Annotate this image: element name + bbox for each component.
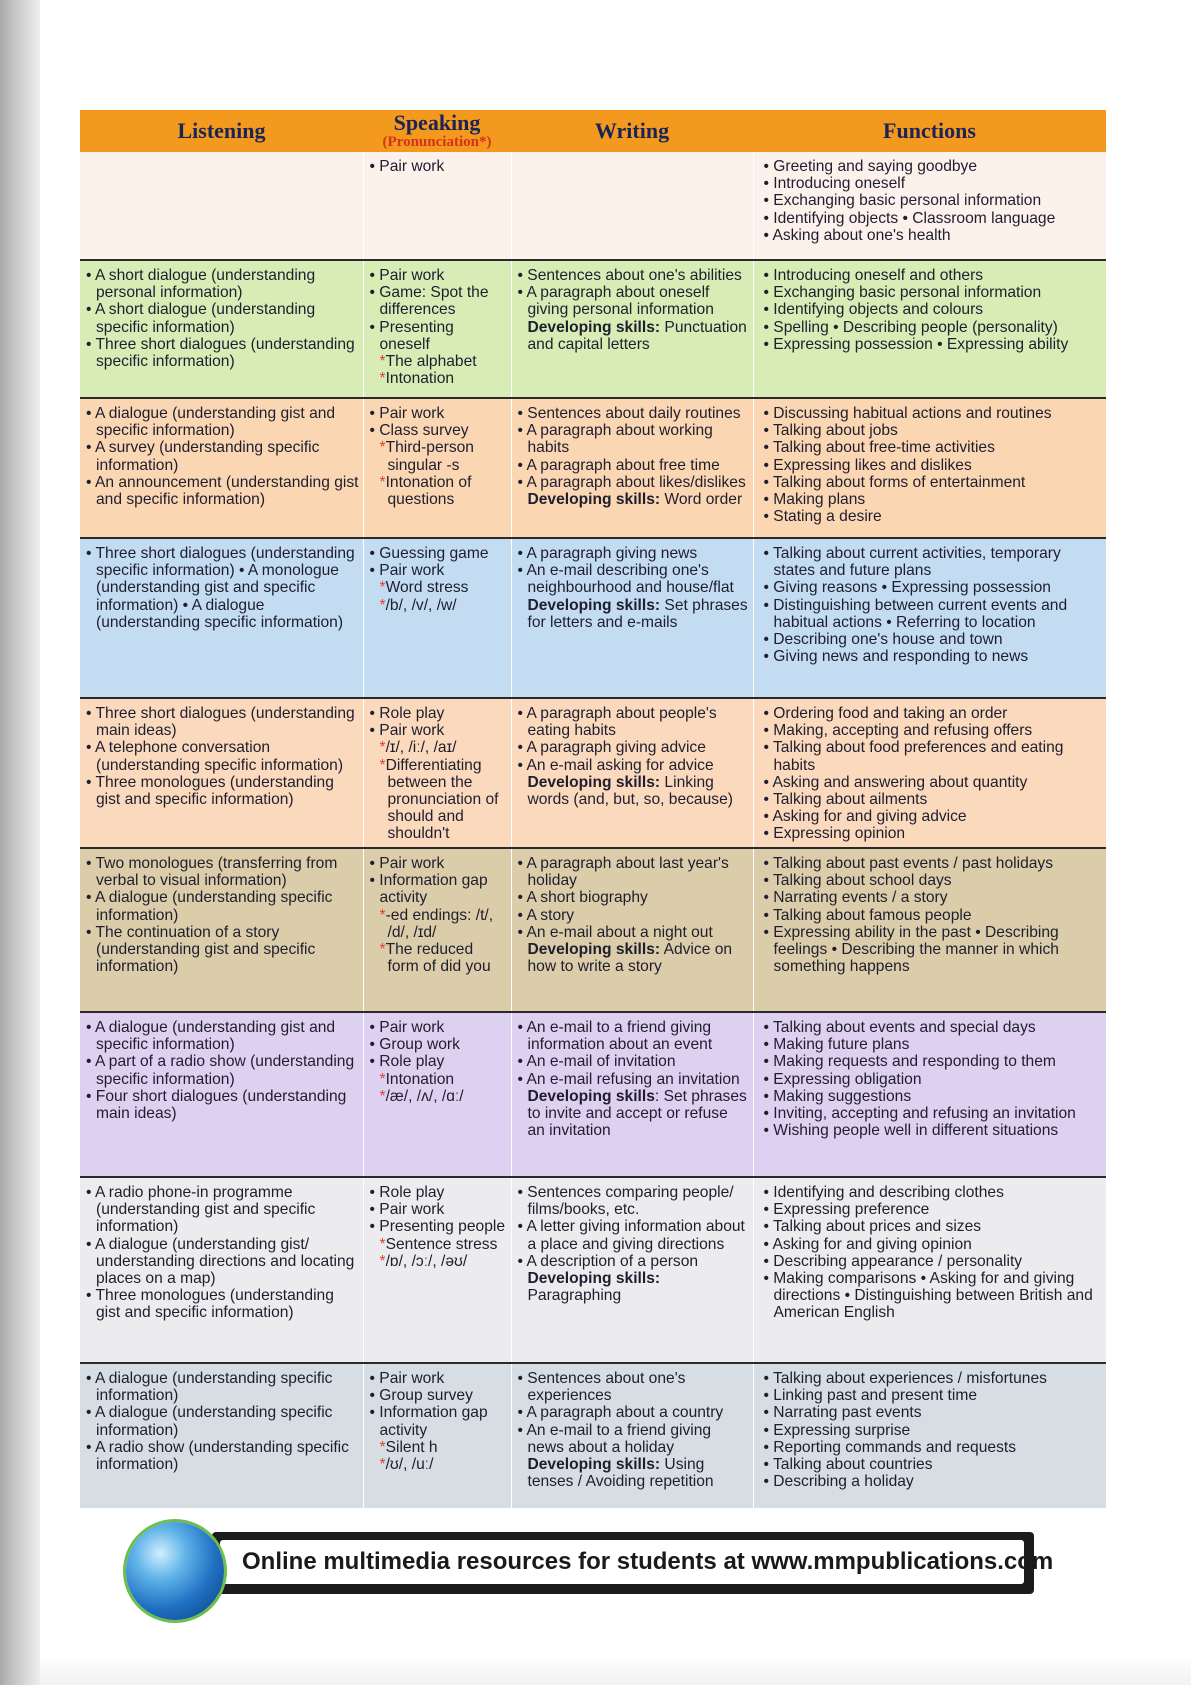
list-item: * /ɪ/, /iː/, /aɪ/ — [370, 739, 507, 756]
list-item: • Sentences about daily routines — [518, 405, 749, 422]
writing-list — [518, 267, 749, 353]
table-row — [80, 538, 1106, 698]
list-item: • A dialogue (understanding specific information) — [86, 1370, 359, 1404]
developing-skills-label: Developing skills — [527, 1087, 655, 1105]
list-item: • An e-mail describing one's neighbourhood and house/flat — [518, 562, 749, 596]
list-item: • A story — [518, 907, 749, 924]
list-item: • Wishing people well in different situations — [764, 1122, 1103, 1139]
list-item: • An e-mail refusing an invitation — [518, 1071, 749, 1088]
speaking-cell — [363, 848, 511, 1012]
listening-cell — [80, 398, 363, 538]
list-item: • Role play — [370, 705, 507, 722]
list-item: • Greeting and saying goodbye — [764, 158, 1103, 175]
developing-skills-label: Developing skills: — [527, 491, 661, 509]
list-item: • A paragraph about likes/dislikes — [518, 474, 749, 491]
functions-list — [764, 1019, 1103, 1139]
list-item — [518, 1270, 749, 1304]
list-item: * /b/, /v/, /w/ — [370, 597, 507, 614]
speaking-cell — [363, 698, 511, 848]
speaking-list — [370, 1019, 507, 1105]
list-item: • Guessing game — [370, 545, 507, 562]
list-item — [518, 319, 749, 353]
developing-skills-label: Developing skills: — [527, 596, 661, 614]
list-item — [518, 597, 749, 631]
developing-skills-text: Using tenses / Avoiding repetition — [527, 1456, 714, 1491]
list-item: • Making, accepting and refusing offers — [764, 722, 1103, 739]
list-item — [518, 774, 749, 808]
list-item: * The reduced form of did you — [370, 941, 507, 975]
table-row — [80, 848, 1106, 1012]
list-item: • A paragraph giving news — [518, 545, 749, 562]
list-item: • Three short dialogues (understanding specific information) • A monologue (understanding gist and specific information) • A dialogue (understanding specific information) — [86, 545, 359, 631]
list-item: • A description of a person — [518, 1253, 749, 1270]
list-item: * -ed endings: /t/, /d/, /ɪd/ — [370, 907, 507, 941]
page-binding-shadow — [0, 0, 40, 1685]
list-item: • Expressing ability in the past • Describing feelings • Describing the manner in which something happens — [764, 924, 1103, 976]
list-item: • Giving reasons • Expressing possession — [764, 579, 1103, 596]
list-item: • An e-mail to a friend giving information about an event — [518, 1019, 749, 1053]
list-item: * Intonation — [370, 370, 507, 387]
list-item: • Role play — [370, 1184, 507, 1201]
list-item: • Information gap activity — [370, 1404, 507, 1438]
list-item: • Spelling • Describing people (personality) — [764, 319, 1103, 336]
list-item: • A paragraph about oneself giving personal information — [518, 284, 749, 318]
list-item: • Class survey — [370, 422, 507, 439]
list-item: • Exchanging basic personal information — [764, 192, 1103, 209]
writing-list — [518, 855, 749, 975]
list-item: • A survey (understanding specific information) — [86, 439, 359, 473]
list-item: • Expressing possession • Expressing ability — [764, 336, 1103, 353]
speaking-list — [370, 267, 507, 387]
list-item: • Talking about school days — [764, 872, 1103, 889]
list-item: * Differentiating between the pronunciation of should and shouldn't — [370, 757, 507, 843]
list-item: * Intonation of questions — [370, 474, 507, 508]
functions-list — [764, 855, 1103, 975]
table-row — [80, 260, 1106, 398]
listening-list — [86, 705, 359, 808]
header-functions: Functions — [753, 110, 1106, 152]
functions-cell — [753, 152, 1106, 260]
list-item: • Sentences about one's experiences — [518, 1370, 749, 1404]
list-item: • Sentences about one's abilities — [518, 267, 749, 284]
list-item: • Talking about prices and sizes — [764, 1218, 1103, 1235]
list-item — [518, 1456, 749, 1490]
listening-cell — [80, 260, 363, 398]
list-item: • Pair work — [370, 855, 507, 872]
developing-skills-text: Word order — [660, 491, 743, 509]
list-item: • A paragraph about people's eating habits — [518, 705, 749, 739]
list-item: • Pair work — [370, 158, 507, 175]
list-item: • A dialogue (understanding gist and specific information) — [86, 405, 359, 439]
list-item: • An e-mail about a night out — [518, 924, 749, 941]
functions-cell — [753, 1177, 1106, 1363]
list-item: • A paragraph giving advice — [518, 739, 749, 756]
list-item: • Pair work — [370, 405, 507, 422]
writing-list — [518, 405, 749, 508]
list-item: • The continuation of a story (understanding gist and specific information) — [86, 924, 359, 976]
list-item: • Presenting people — [370, 1218, 507, 1235]
list-item: • Giving news and responding to news — [764, 648, 1103, 665]
speaking-cell — [363, 1012, 511, 1177]
list-item: • Four short dialogues (understanding main ideas) — [86, 1088, 359, 1122]
list-item: • Making comparisons • Asking for and giving directions • Distinguishing between British and American English — [764, 1270, 1103, 1322]
writing-list — [518, 1370, 749, 1490]
writing-cell — [511, 260, 753, 398]
developing-skills-text: Punctuation and capital letters — [527, 318, 747, 353]
resources-banner — [212, 1532, 1054, 1594]
list-item: • Three short dialogues (understanding specific information) — [86, 336, 359, 370]
functions-cell — [753, 698, 1106, 848]
list-item: • A part of a radio show (understanding specific information) — [86, 1053, 359, 1087]
list-item: • Group survey — [370, 1387, 507, 1404]
speaking-list — [370, 158, 507, 175]
listening-list — [86, 405, 359, 508]
list-item: * Third-person singular -s — [370, 439, 507, 473]
speaking-cell — [363, 1177, 511, 1363]
list-item: • A paragraph about a country — [518, 1404, 749, 1421]
writing-list — [518, 705, 749, 808]
listening-cell — [80, 1012, 363, 1177]
speaking-cell — [363, 538, 511, 698]
listening-cell — [80, 1363, 363, 1508]
list-item: • Role play — [370, 1053, 507, 1070]
writing-cell — [511, 1177, 753, 1363]
list-item: • A short dialogue (understanding specific information) — [86, 301, 359, 335]
developing-skills-text: Linking words (and, but, so, because) — [527, 773, 733, 809]
list-item: • An e-mail to a friend giving news about a holiday — [518, 1422, 749, 1456]
table-row — [80, 1363, 1106, 1508]
list-item: • Identifying and describing clothes — [764, 1184, 1103, 1201]
functions-cell — [753, 398, 1106, 538]
writing-cell — [511, 848, 753, 1012]
developing-skills-label: Developing skills: — [527, 1456, 661, 1474]
list-item: * /æ/, /ʌ/, /ɑː/ — [370, 1088, 507, 1105]
list-item: • Pair work — [370, 1370, 507, 1387]
list-item: • An e-mail asking for advice — [518, 757, 749, 774]
list-item: • Talking about ailments — [764, 791, 1103, 808]
speaking-list — [370, 705, 507, 843]
table-row — [80, 398, 1106, 538]
list-item: • An e-mail of invitation — [518, 1053, 749, 1070]
speaking-cell — [363, 152, 511, 260]
list-item: • Talking about countries — [764, 1456, 1103, 1473]
list-item — [518, 491, 749, 508]
header-writing: Writing — [511, 110, 753, 152]
list-item: • Talking about current activities, temporary states and future plans — [764, 545, 1103, 579]
list-item: • Talking about events and special days — [764, 1019, 1103, 1036]
developing-skills-text: : Set phrases to invite and accept or refuse an invitation — [527, 1087, 747, 1140]
list-item: * Intonation — [370, 1071, 507, 1088]
list-item: • A paragraph about free time — [518, 457, 749, 474]
list-item: • Expressing likes and dislikes — [764, 457, 1103, 474]
header-row — [80, 110, 1106, 152]
list-item: • Stating a desire — [764, 508, 1103, 525]
listening-cell — [80, 1177, 363, 1363]
speaking-list — [370, 545, 507, 614]
list-item: • Describing one's house and town — [764, 631, 1103, 648]
listening-cell — [80, 538, 363, 698]
list-item: • Pair work — [370, 1201, 507, 1218]
functions-cell — [753, 1012, 1106, 1177]
globe-icon — [126, 1522, 224, 1620]
list-item: • Narrating past events — [764, 1404, 1103, 1421]
list-item: • A dialogue (understanding gist and specific information) — [86, 1019, 359, 1053]
list-item: • Three monologues (understanding gist and specific information) — [86, 774, 359, 808]
functions-list — [764, 705, 1103, 843]
functions-cell — [753, 538, 1106, 698]
list-item: • Making suggestions — [764, 1088, 1103, 1105]
list-item: • Expressing obligation — [764, 1071, 1103, 1088]
writing-list — [518, 1019, 749, 1139]
listening-list — [86, 1019, 359, 1122]
listening-cell — [80, 152, 363, 260]
listening-list — [86, 1370, 359, 1473]
functions-list — [764, 1184, 1103, 1322]
listening-cell — [80, 848, 363, 1012]
list-item: • Identifying objects • Classroom language — [764, 210, 1103, 227]
list-item: • Asking about one's health — [764, 227, 1103, 244]
list-item: • Group work — [370, 1036, 507, 1053]
list-item: • Introducing oneself and others — [764, 267, 1103, 284]
list-item: • An announcement (understanding gist and specific information) — [86, 474, 359, 508]
developing-skills-label: Developing skills: — [527, 941, 661, 959]
header-speaking-label: Speaking — [393, 110, 481, 135]
listening-cell — [80, 698, 363, 848]
speaking-list — [370, 855, 507, 975]
listening-list — [86, 267, 359, 370]
speaking-list — [370, 405, 507, 508]
list-item: • Introducing oneself — [764, 175, 1103, 192]
writing-list — [518, 1184, 749, 1304]
list-item: • Sentences comparing people/ films/books, etc. — [518, 1184, 749, 1218]
list-item: • A short dialogue (understanding personal information) — [86, 267, 359, 301]
functions-list — [764, 1370, 1103, 1490]
table-row — [80, 152, 1106, 260]
list-item: • Exchanging basic personal information — [764, 284, 1103, 301]
list-item: • Pair work — [370, 1019, 507, 1036]
list-item: • A telephone conversation (understanding specific information) — [86, 739, 359, 773]
page-bottom-margin — [40, 1608, 1191, 1685]
list-item: • Three short dialogues (understanding main ideas) — [86, 705, 359, 739]
writing-cell — [511, 1012, 753, 1177]
developing-skills-text: Advice on how to write a story — [527, 941, 733, 976]
list-item: • Narrating events / a story — [764, 889, 1103, 906]
list-item: • Identifying objects and colours — [764, 301, 1103, 318]
header-pronunciation: (Pronunciation*) — [382, 134, 492, 150]
functions-cell — [753, 1363, 1106, 1508]
list-item: • Asking for and giving opinion — [764, 1236, 1103, 1253]
speaking-list — [370, 1370, 507, 1473]
list-item: * Silent h — [370, 1439, 507, 1456]
developing-skills-label: Developing skills: — [527, 318, 661, 336]
list-item: • A short biography — [518, 889, 749, 906]
list-item: • Making requests and responding to them — [764, 1053, 1103, 1070]
table-row — [80, 1177, 1106, 1363]
list-item: • Talking about forms of entertainment — [764, 474, 1103, 491]
developing-skills-text: Paragraphing — [527, 1287, 622, 1305]
developing-skills-text: Set phrases for letters and e-mails — [527, 596, 748, 631]
list-item: • A dialogue (understanding specific information) — [86, 889, 359, 923]
list-item: • Presenting oneself — [370, 319, 507, 353]
list-item: * /ʊ/, /uː/ — [370, 1456, 507, 1473]
developing-skills-label: Developing skills: — [527, 773, 661, 791]
header-listening: Listening — [80, 110, 363, 152]
list-item: • Reporting commands and requests — [764, 1439, 1103, 1456]
list-item: • Expressing preference — [764, 1201, 1103, 1218]
writing-cell — [511, 1363, 753, 1508]
list-item: • Asking and answering about quantity — [764, 774, 1103, 791]
functions-list — [764, 267, 1103, 353]
list-item: • Linking past and present time — [764, 1387, 1103, 1404]
list-item: • Expressing surprise — [764, 1422, 1103, 1439]
header-speaking — [363, 110, 511, 152]
table-row — [80, 1012, 1106, 1177]
functions-list — [764, 405, 1103, 525]
list-item: • Expressing opinion — [764, 825, 1103, 842]
list-item: • Pair work — [370, 722, 507, 739]
listening-list — [86, 545, 359, 631]
functions-cell — [753, 848, 1106, 1012]
functions-cell — [753, 260, 1106, 398]
list-item: • Pair work — [370, 562, 507, 579]
list-item: • Inviting, accepting and refusing an invitation — [764, 1105, 1103, 1122]
list-item — [518, 941, 749, 975]
list-item: • Talking about famous people — [764, 907, 1103, 924]
list-item: • Talking about past events / past holidays — [764, 855, 1103, 872]
writing-cell — [511, 152, 753, 260]
list-item: • Three monologues (understanding gist and specific information) — [86, 1287, 359, 1321]
list-item: * Sentence stress — [370, 1236, 507, 1253]
writing-cell — [511, 398, 753, 538]
listening-list — [86, 1184, 359, 1322]
list-item: • Talking about jobs — [764, 422, 1103, 439]
list-item: • Pair work — [370, 267, 507, 284]
list-item: • Information gap activity — [370, 872, 507, 906]
table-row — [80, 698, 1106, 848]
list-item: • Talking about food preferences and eating habits — [764, 739, 1103, 773]
speaking-cell — [363, 1363, 511, 1508]
list-item: • Distinguishing between current events and habitual actions • Referring to location — [764, 597, 1103, 631]
list-item: • Talking about free-time activities — [764, 439, 1103, 456]
list-item: • A radio phone-in programme (understanding gist and specific information) — [86, 1184, 359, 1236]
list-item: • A paragraph about working habits — [518, 422, 749, 456]
list-item: • Ordering food and taking an order — [764, 705, 1103, 722]
speaking-cell — [363, 260, 511, 398]
list-item: • Asking for and giving advice — [764, 808, 1103, 825]
functions-list — [764, 158, 1103, 244]
list-item: • A letter giving information about a place and giving directions — [518, 1218, 749, 1252]
list-item: • Describing appearance / personality — [764, 1253, 1103, 1270]
list-item: • A dialogue (understanding gist/ understanding directions and locating places on a map) — [86, 1236, 359, 1288]
list-item — [518, 1088, 749, 1140]
writing-list — [518, 545, 749, 631]
list-item: • A radio show (understanding specific information) — [86, 1439, 359, 1473]
table-body — [80, 152, 1106, 1508]
list-item: • Game: Spot the differences — [370, 284, 507, 318]
list-item: • Describing a holiday — [764, 1473, 1103, 1490]
list-item: * Word stress — [370, 579, 507, 596]
list-item: * The alphabet — [370, 353, 507, 370]
syllabus-table — [80, 110, 1106, 1508]
functions-list — [764, 545, 1103, 665]
resources-banner-text: Online multimedia resources for students at www.mmpublications.com — [220, 1540, 1024, 1584]
writing-cell — [511, 538, 753, 698]
list-item: * /ɒ/, /ɔː/, /əʊ/ — [370, 1253, 507, 1270]
writing-cell — [511, 698, 753, 848]
developing-skills-label: Developing skills: — [527, 1270, 661, 1288]
list-item: • Discussing habitual actions and routines — [764, 405, 1103, 422]
list-item: • Making plans — [764, 491, 1103, 508]
list-item: • Making future plans — [764, 1036, 1103, 1053]
list-item: • A dialogue (understanding specific information) — [86, 1404, 359, 1438]
list-item: • Two monologues (transferring from verbal to visual information) — [86, 855, 359, 889]
speaking-cell — [363, 398, 511, 538]
list-item: • A paragraph about last year's holiday — [518, 855, 749, 889]
list-item: • Talking about experiences / misfortunes — [764, 1370, 1103, 1387]
speaking-list — [370, 1184, 507, 1270]
listening-list — [86, 855, 359, 975]
